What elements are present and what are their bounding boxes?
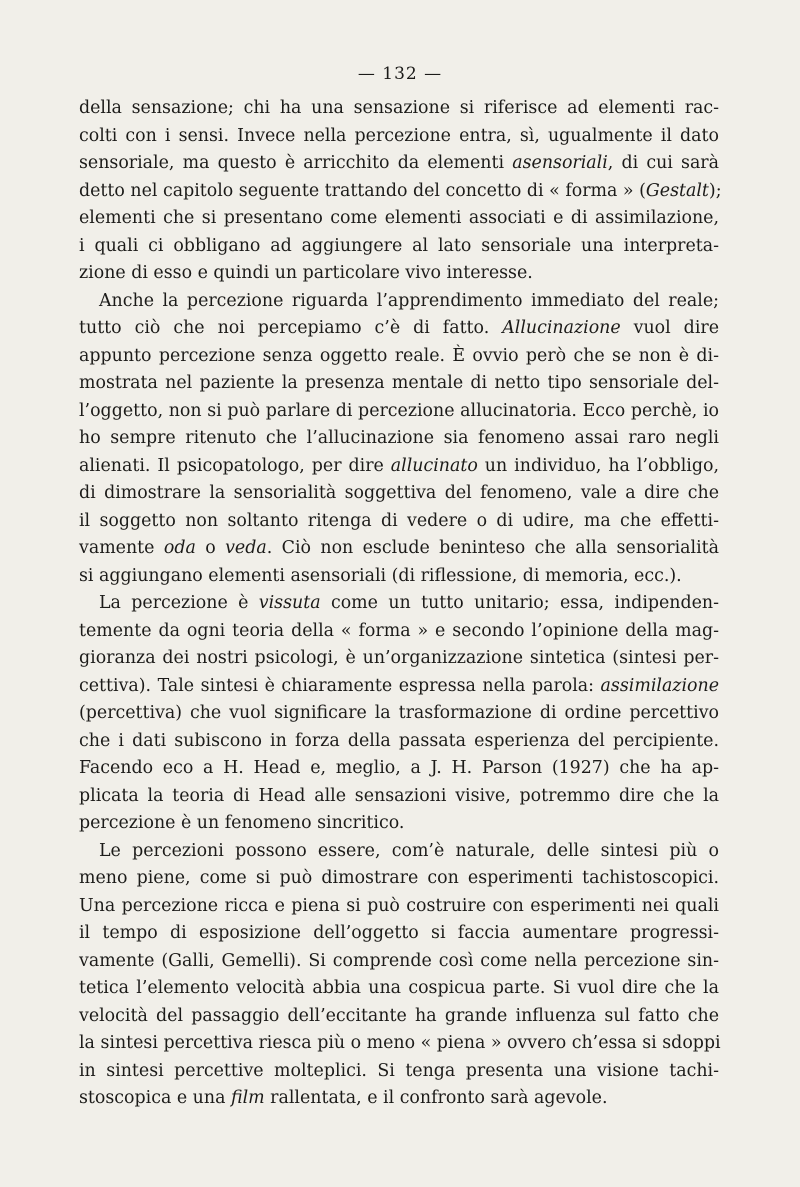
text-line bbox=[79, 948, 719, 976]
text-segment: come un tutto unitario; essa, indipenden- bbox=[320, 593, 720, 613]
text-line bbox=[79, 343, 719, 371]
text-line bbox=[79, 453, 719, 481]
text-segment: ho sempre ritenuto che l’allucinazione sia fenomeno assai raro negli bbox=[79, 428, 719, 448]
text-line bbox=[79, 920, 719, 948]
italic-text: assimilazione bbox=[600, 675, 719, 696]
text-segment: che i dati subiscono in forza della passata esperienza del percipiente. bbox=[79, 730, 719, 751]
text-line bbox=[79, 645, 719, 673]
italic-text: vissuta bbox=[258, 593, 321, 613]
text-segment: elementi che si presentano come elementi associati e di assimilazione, bbox=[79, 208, 719, 228]
text-segment: della sensazione; chi ha una sensazione si riferisce ad elementi rac- bbox=[79, 98, 719, 118]
italic-text: film bbox=[230, 1088, 265, 1108]
text-line bbox=[79, 1003, 719, 1031]
text-segment: Anche la percezione riguarda l’apprendimento immediato del reale; bbox=[99, 290, 719, 311]
text-line bbox=[79, 315, 719, 343]
text-segment: i quali ci obbligano ad aggiungere al lato sensoriale una interpreta- bbox=[79, 235, 719, 256]
text-segment: tetica l’elemento velocità abbia una cospicua parte. Si vuol dire che la bbox=[79, 978, 719, 998]
text-line bbox=[79, 95, 719, 123]
text-segment: la sintesi percettiva riesca più o meno « piena » ovvero ch’essa si sdoppi bbox=[79, 1033, 721, 1053]
italic-text: oda bbox=[163, 538, 196, 558]
text-line bbox=[79, 508, 719, 536]
italic-text: Allucinazione bbox=[502, 318, 621, 338]
text-line bbox=[79, 123, 719, 151]
text-segment: un individuo, ha l’obbligo, bbox=[477, 455, 719, 476]
text-line bbox=[79, 205, 719, 233]
text-line bbox=[79, 1030, 719, 1058]
italic-text: Gestalt bbox=[645, 180, 709, 201]
text-segment: ); bbox=[708, 180, 722, 201]
text-segment: meno piene, come si può dimostrare con esperimenti tachistoscopici. bbox=[79, 868, 719, 888]
text-segment: percezione è un fenomeno sincritico. bbox=[79, 813, 405, 833]
text-segment: velocità del passaggio dell’eccitante ha grande influenza sul fatto che bbox=[79, 1005, 719, 1026]
text-segment: il tempo di esposizione dell’oggetto si faccia aumentare progressi- bbox=[79, 923, 719, 943]
text-line bbox=[79, 783, 719, 811]
text-line bbox=[79, 563, 719, 591]
text-line bbox=[79, 370, 719, 398]
text-segment: sensoriale, ma questo è arricchito da elementi bbox=[79, 153, 513, 173]
text-line bbox=[79, 810, 719, 838]
text-line bbox=[79, 590, 719, 618]
text-segment: o bbox=[195, 538, 226, 558]
text-line bbox=[79, 178, 722, 206]
page-number: — 132 — bbox=[357, 64, 443, 84]
text-line bbox=[79, 233, 719, 261]
text-segment: vamente bbox=[79, 538, 164, 558]
text-segment: appunto percezione senza oggetto reale. È ovvio però che se non è di- bbox=[79, 345, 719, 366]
italic-text: asensoriali bbox=[512, 153, 608, 173]
text-segment: gioranza dei nostri psicologi, è un’organizzazione sintetica (sintesi per- bbox=[79, 648, 719, 668]
text-segment: il soggetto non soltanto ritenga di vedere o di udire, ma che effetti- bbox=[79, 510, 719, 531]
text-line bbox=[79, 865, 719, 893]
text-line bbox=[79, 838, 719, 866]
text-line bbox=[79, 398, 719, 426]
text-segment: detto nel capitolo seguente trattando del concetto di « forma » ( bbox=[79, 180, 646, 201]
text-segment: di dimostrare la sensorialità soggettiva del fenomeno, vale a dire che bbox=[79, 483, 719, 503]
text-segment: Le percezioni possono essere, com’è naturale, delle sintesi più o bbox=[99, 840, 719, 861]
text-segment: Una percezione ricca e piena si può costruire con esperimenti nei quali bbox=[79, 895, 719, 916]
text-line bbox=[79, 1085, 719, 1113]
body-text bbox=[79, 95, 722, 1113]
text-segment: vuol dire bbox=[620, 318, 719, 338]
text-line bbox=[79, 425, 719, 453]
text-line bbox=[79, 618, 719, 646]
text-segment: (percettiva) che vuol significare la trasformazione di ordine percettivo bbox=[79, 703, 719, 723]
text-line bbox=[79, 288, 719, 316]
text-line bbox=[79, 480, 719, 508]
text-line bbox=[79, 755, 719, 783]
italic-text: allucinato bbox=[390, 455, 478, 476]
text-segment: in sintesi percettive molteplici. Si tenga presenta una visione tachi- bbox=[79, 1060, 719, 1081]
text-segment: , di cui sarà bbox=[607, 153, 719, 173]
text-segment: . Ciò non esclude beninteso che alla sensorialità bbox=[266, 538, 720, 558]
text-segment: cettiva). Tale sintesi è chiaramente espressa nella parola: bbox=[79, 675, 601, 696]
text-segment: alienati. Il psicopatologo, per dire bbox=[79, 455, 391, 476]
text-segment: si aggiungano elementi asensoriali (di riflessione, di memoria, ecc.). bbox=[79, 565, 682, 586]
text-line bbox=[79, 728, 719, 756]
text-segment: mostrata nel paziente la presenza mentale di netto tipo sensoriale del- bbox=[79, 373, 719, 393]
italic-text: veda bbox=[225, 538, 267, 558]
text-line bbox=[79, 893, 719, 921]
text-line bbox=[79, 673, 719, 701]
text-segment: La percezione è bbox=[99, 593, 259, 613]
text-line bbox=[79, 975, 719, 1003]
text-segment: stoscopica e una bbox=[79, 1088, 231, 1108]
text-line bbox=[79, 700, 719, 728]
text-line bbox=[79, 260, 719, 288]
text-segment: colti con i sensi. Invece nella percezione entra, sì, ugualmente il dato bbox=[79, 125, 719, 146]
text-segment: vamente (Galli, Gemelli). Si comprende così come nella percezione sin- bbox=[79, 950, 719, 971]
text-line bbox=[79, 1058, 719, 1086]
text-segment: plicata la teoria di Head alle sensazioni visive, potremmo dire che la bbox=[79, 785, 719, 806]
text-segment: tutto ciò che noi percepiamo c’è di fatto. bbox=[79, 318, 503, 338]
text-line bbox=[79, 535, 719, 563]
text-segment: zione di esso e quindi un particolare vivo interesse. bbox=[79, 263, 533, 283]
text-line bbox=[79, 150, 719, 178]
text-segment: temente da ogni teoria della « forma » e secondo l’opinione della mag- bbox=[79, 620, 719, 641]
text-segment: rallentata, e il confronto sarà agevole. bbox=[264, 1088, 608, 1108]
text-segment: l’oggetto, non si può parlare di percezione allucinatoria. Ecco perchè, io bbox=[79, 400, 719, 421]
text-segment: Facendo eco a H. Head e, meglio, a J. H. Parson (1927) che ha ap- bbox=[79, 758, 719, 778]
